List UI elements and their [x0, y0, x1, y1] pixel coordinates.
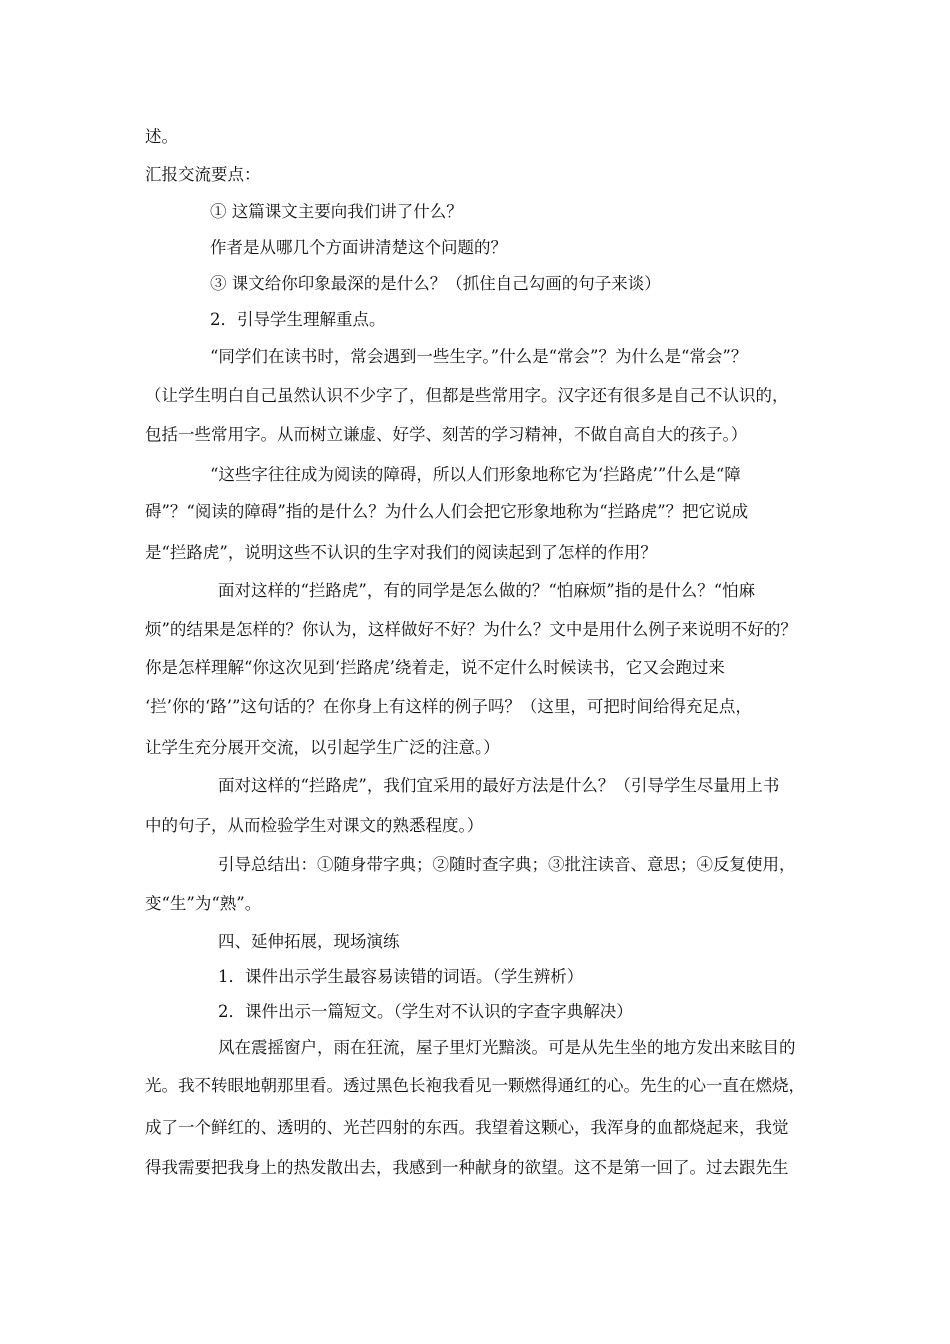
section-heading: 汇报交流要点：: [145, 165, 261, 184]
text-line: 让学生充分展开交流，以引起学生广泛的注意。）: [145, 738, 500, 757]
text-line: 面对这样的“拦路虎”，有的同学是怎么做的？“怕麻烦”指的是什么？“怕麻: [218, 581, 756, 600]
text-line: 2．课件出示一篇短文。（学生对不认识的字查字典解决）: [218, 1002, 633, 1021]
text-line: 作者是从哪几个方面讲清楚这个问题的？: [210, 238, 507, 257]
text-line: 中的句子，从而检验学生对课文的熟悉程度。）: [145, 816, 484, 835]
text-line: ① 这篇课文主要向我们讲了什么？: [210, 202, 463, 221]
text-line: 成了一个鲜红的、透明的、光芒四射的东西。我望着这颗心，我浑身的血都烧起来，我觉: [145, 1118, 789, 1137]
text-line: 面对这样的“拦路虎”，我们宜采用的最好方法是什么？（引导学生尽量用上书: [218, 776, 780, 795]
text-line: 光。我不转眼地朝那里看。透过黑色长袍我看见一颗燃得通红的心。先生的心一直在燃烧，: [145, 1076, 805, 1095]
text-line: 是“拦路虎”，说明这些不认识的生字对我们的阅读起到了怎样的作用？: [145, 543, 657, 562]
text-line: 风在震摇窗户，雨在狂流，屋子里灯光黯淡。可是从先生坐的地方发出来眩目的: [218, 1038, 796, 1057]
text-line: “这些字往往成为阅读的障碍，所以人们形象地称它为‘拦路虎’”什么是“障: [210, 465, 741, 484]
text-line: 得我需要把我身上的热发散出去，我感到一种献身的欲望。这不是第一回了。过去跟先生: [145, 1158, 789, 1177]
text-line: 你是怎样理解“你这次见到‘拦路虎’绕着走，说不定什么时候读书，它又会跑过来: [145, 658, 725, 677]
text-line: 烦”的结果是怎样的？你认为，这样做好不好？为什么？文中是用什么例子来说明不好的？: [145, 620, 797, 639]
text-line: 2．引导学生理解重点。: [210, 310, 386, 329]
text-line: 包括一些常用字。从而树立谦虚、好学、刻苦的学习精神，不做自高自大的孩子。）: [145, 425, 748, 444]
text-line: 引导总结出：①随身带字典；②随时查字典；③批注读音、意思；④反复使用，: [218, 855, 796, 874]
text-line: ‘拦’你的‘路’”这句话的？在你身上有这样的例子吗？（这里，可把时间给得充足点，: [145, 697, 752, 716]
section-heading: 四、延伸拓展，现场演练: [218, 932, 400, 951]
text-line: （让学生明白自己虽然认识不少字了，但都是些常用字。汉字还有很多是自己不认识的，: [145, 386, 789, 405]
text-line: 变“生”为“熟”。: [145, 894, 262, 913]
text-line: 1．课件出示学生最容易读错的词语。（学生辨析）: [218, 967, 584, 986]
text-line: 碍”？“阅读的障碍”指的是什么？为什么人们会把它形象地称为“拦路虎”？把它说成: [145, 502, 749, 521]
text-line: ③ 课文给你印象最深的是什么？（抓住自己勾画的句子来谈）: [210, 274, 661, 293]
text-line: 述。: [145, 127, 178, 146]
text-line: “同学们在读书时，常会遇到一些生字。”什么是“常会”？为什么是“常会”？: [210, 347, 748, 366]
